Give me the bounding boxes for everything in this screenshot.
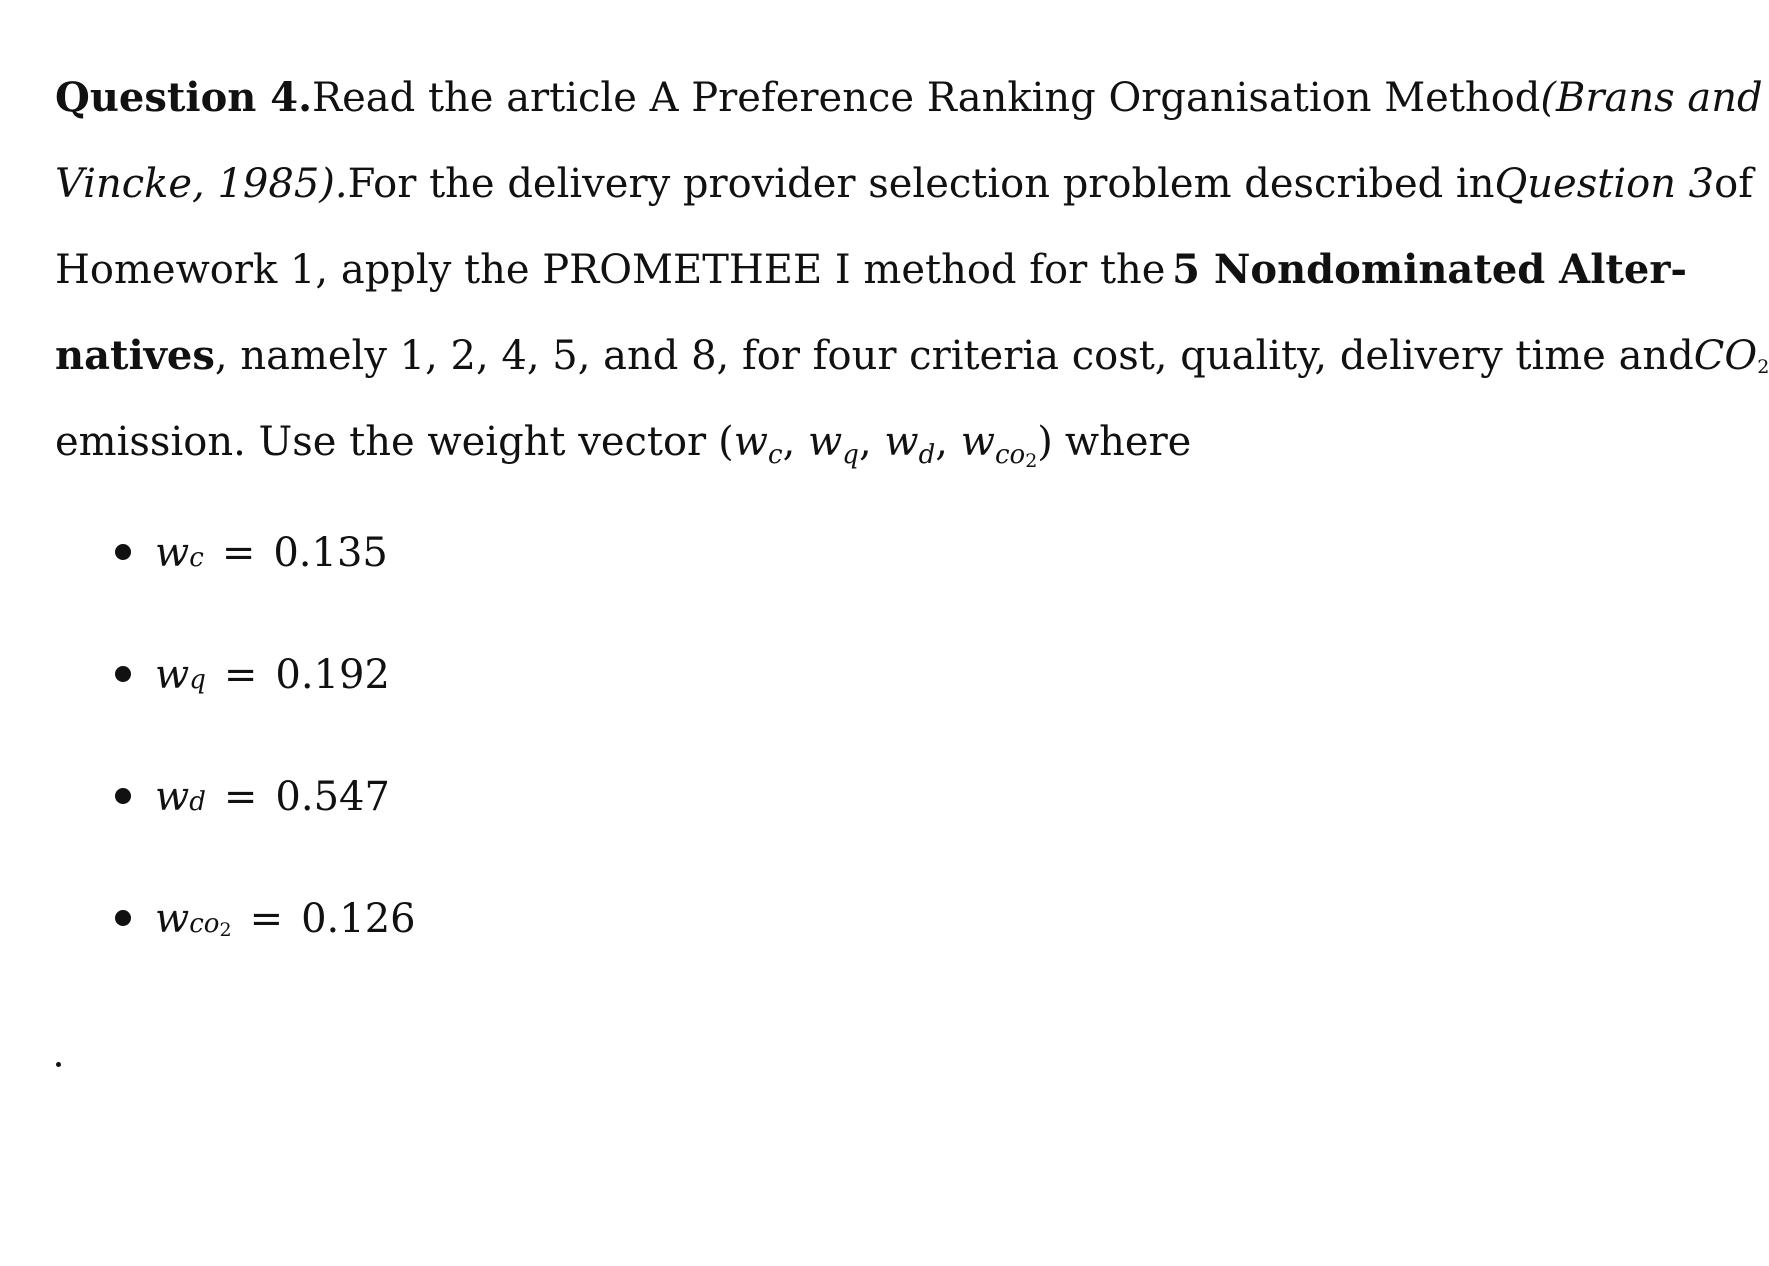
line2-text: For the delivery provider selection problem described in (347, 161, 1495, 207)
list-item: w co2 = 0.126 (115, 896, 416, 952)
paragraph-line-2 (55, 161, 1754, 214)
trailing-period (56, 1062, 61, 1067)
line1-citation: (Brans and (1540, 75, 1763, 121)
paragraph-line-1 (55, 74, 1763, 128)
weight-value: 0.192 (275, 652, 390, 698)
line3-bold: 5 Nondominated Alter- (1172, 246, 1687, 293)
line5-text: emission. Use the weight vector (55, 419, 707, 465)
paragraph-line-4 (55, 332, 1769, 386)
bullet-icon (115, 666, 131, 682)
bullet-icon (115, 544, 131, 560)
line4-bold: natives (55, 332, 215, 379)
line3-text: Homework 1, apply the PROMETHEE I method for the (55, 247, 1166, 293)
bullet-icon (115, 788, 131, 804)
weight-value: 0.547 (275, 774, 390, 820)
list-item: w c = 0.135 (115, 530, 388, 586)
list-item: w d = 0.547 (115, 774, 390, 830)
line4-content (55, 332, 1694, 379)
line2-end: of (1714, 161, 1754, 207)
weight-value: 0.126 (301, 896, 416, 942)
weight-value: 0.135 (273, 530, 388, 576)
weight-vector: ($w_c$, $w_q$, $w_d$, $w_{co2}$) (718, 419, 1053, 472)
line1-text: Read the article A Preference Ranking Organisation Method (312, 75, 1541, 121)
paragraph-line-3 (55, 246, 1687, 300)
line2-question-ref: Question 3 (1494, 161, 1715, 207)
bullet-icon (115, 910, 131, 926)
paragraph-line-5 (55, 419, 1687, 472)
question-label: Question 4. (55, 74, 313, 121)
line4-text: , namely 1, 2, 4, 5, and 8, for four criteria cost, quality, delivery time and (214, 333, 1694, 379)
line2-citation: Vincke, 1985). (55, 161, 348, 207)
list-item: w q = 0.192 (115, 652, 390, 708)
co2-symbol: CO2 (1693, 333, 1769, 379)
line5-end: where (1064, 419, 1192, 465)
